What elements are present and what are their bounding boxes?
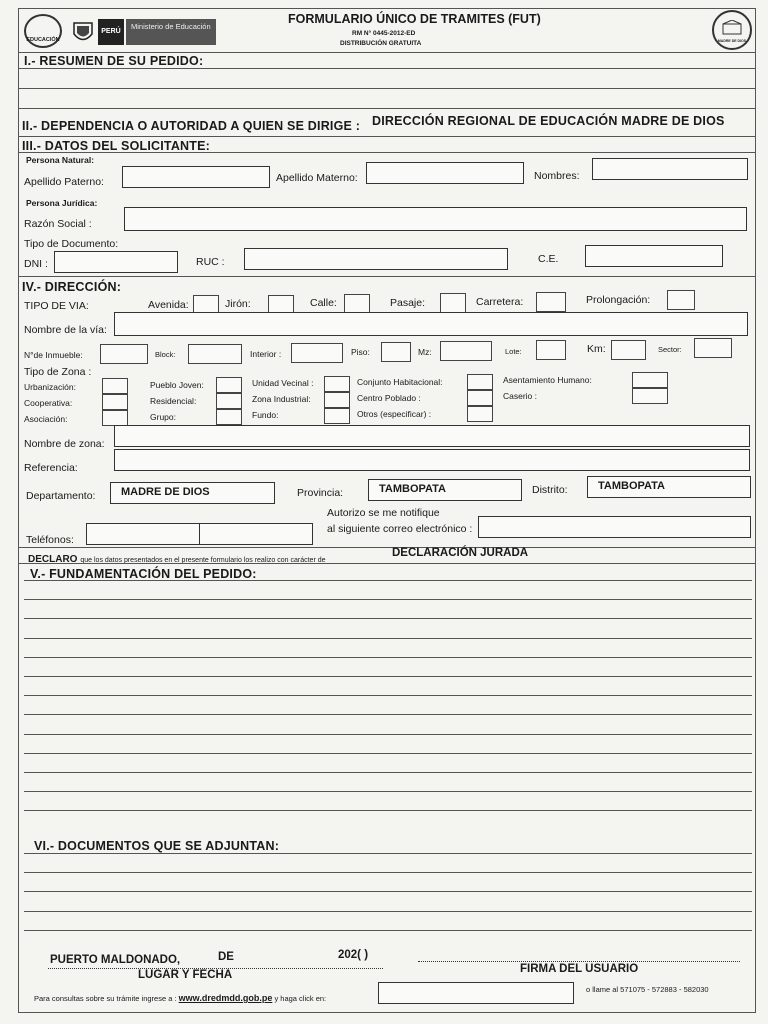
peru-badge: PERÚ — [98, 19, 124, 45]
calle-checkbox[interactable] — [344, 294, 370, 314]
sector-label: Sector: — [658, 345, 682, 354]
autorizo-line-2: al siguiente correo electrónico : — [327, 523, 473, 535]
nombre-zona-label: Nombre de zona: — [24, 438, 105, 450]
firma-label: FIRMA DEL USUARIO — [520, 963, 639, 975]
referencia-field[interactable] — [114, 449, 750, 471]
click-text: y haga click en: — [274, 994, 327, 1003]
dni-label: DNI : — [24, 258, 48, 270]
coat-of-arms-icon — [72, 20, 94, 46]
mz-field[interactable] — [440, 341, 492, 361]
km-field[interactable] — [611, 340, 646, 360]
telefono-1-field[interactable] — [86, 523, 200, 545]
writing-line[interactable] — [24, 618, 752, 619]
declaro-text: que los datos presentados en el presente formulario los realizo con carácter de — [80, 557, 326, 564]
zona-industrial-label: Zona Industrial: — [252, 394, 311, 404]
asociacion-checkbox[interactable] — [102, 410, 128, 426]
pueblo-joven-checkbox[interactable] — [216, 377, 242, 393]
departamento-field[interactable]: MADRE DE DIOS — [110, 482, 275, 504]
km-label: Km: — [587, 343, 606, 355]
nombres-field[interactable] — [592, 158, 748, 180]
provincia-label: Provincia: — [297, 487, 344, 499]
declaracion-jurada: DECLARACIÓN JURADA — [392, 547, 529, 559]
writing-line[interactable] — [24, 599, 752, 600]
persona-juridica-label: Persona Jurídica: — [26, 198, 98, 208]
jiron-label: Jirón: — [225, 298, 251, 310]
telefonos-label: Teléfonos: — [26, 534, 74, 546]
telefono-2-field[interactable] — [199, 523, 313, 545]
razon-social-field[interactable] — [124, 207, 747, 231]
lugar-fecha-label: LUGAR Y FECHA — [138, 969, 233, 981]
pasaje-label: Pasaje: — [390, 297, 426, 309]
asentamiento-label: Asentamiento Humano: — [503, 375, 592, 385]
writing-line[interactable] — [24, 753, 752, 754]
piso-label: Piso: — [351, 347, 370, 357]
residencial-label: Residencial: — [150, 396, 197, 406]
date-de-label: DE — [218, 951, 234, 963]
website-link[interactable]: www.dredmdd.gob.pe — [178, 993, 273, 1003]
dni-field[interactable] — [54, 251, 178, 273]
apellido-paterno-field[interactable] — [122, 166, 270, 188]
signature-field[interactable] — [418, 938, 740, 960]
section-4-title: IV.- DIRECCIÓN: — [22, 280, 122, 294]
fundo-checkbox[interactable] — [324, 408, 350, 424]
residencial-checkbox[interactable] — [216, 393, 242, 409]
email-field[interactable] — [478, 516, 751, 538]
writing-line[interactable] — [24, 657, 752, 658]
departamento-label: Departamento: — [26, 490, 96, 502]
block-label: Block: — [155, 350, 176, 359]
provincia-field[interactable]: TAMBOPATA — [368, 479, 522, 501]
addressee-value: DIRECCIÓN REGIONAL DE EDUCACIÓN MADRE DE DIOS — [372, 114, 725, 128]
cooperativa-label: Cooperativa: — [24, 398, 73, 408]
ce-field[interactable] — [585, 245, 723, 267]
section-3-title: III.- DATOS DEL SOLICITANTE: — [22, 139, 211, 153]
avenida-label: Avenida: — [148, 299, 189, 311]
grupo-label: Grupo: — [150, 412, 176, 422]
unidad-vecinal-label: Unidad Vecinal : — [252, 378, 314, 388]
tipo-documento-label: Tipo de Documento: — [24, 238, 119, 250]
caserio-checkbox[interactable] — [632, 388, 668, 404]
centro-poblado-checkbox[interactable] — [467, 390, 493, 406]
writing-line[interactable] — [24, 695, 752, 696]
writing-line[interactable] — [24, 911, 752, 912]
razon-social-label: Razón Social : — [24, 218, 92, 230]
carretera-checkbox[interactable] — [536, 292, 566, 312]
apellido-paterno-label: Apellido Paterno: — [24, 176, 104, 188]
form-title: FORMULARIO ÚNICO DE TRAMITES (FUT) — [288, 12, 541, 26]
prolongacion-checkbox[interactable] — [667, 290, 695, 310]
autorizo-line-1: Autorizo se me notifique — [327, 507, 440, 519]
ministry-badge: Ministerio de Educación — [126, 19, 216, 45]
section-6-title: VI.- DOCUMENTOS QUE SE ADJUNTAN: — [34, 839, 280, 853]
pueblo-joven-label: Pueblo Joven: — [150, 380, 204, 390]
inmueble-field[interactable] — [100, 344, 148, 364]
urbanizacion-checkbox[interactable] — [102, 378, 128, 394]
consultas-text: Para consultas sobre su trámite ingrese a : — [34, 994, 177, 1003]
ce-label: C.E. — [538, 253, 559, 265]
tramite-field[interactable] — [378, 982, 574, 1004]
referencia-label: Referencia: — [24, 462, 78, 474]
inmueble-label: N°de Inmueble: — [24, 350, 83, 360]
fundo-label: Fundo: — [252, 410, 279, 420]
carretera-label: Carretera: — [476, 296, 524, 308]
distrito-label: Distrito: — [532, 484, 568, 496]
caserio-label: Caserio : — [503, 391, 538, 401]
phones-text: o llame al 571075 - 572883 - 582030 — [586, 985, 709, 994]
section-5-title: V.- FUNDAMENTACIÓN DEL PEDIDO: — [30, 567, 257, 581]
writing-line[interactable] — [24, 714, 752, 715]
interior-label: Interior : — [250, 349, 282, 359]
writing-line[interactable] — [24, 810, 752, 811]
tipo-via-label: TIPO DE VIA: — [24, 300, 89, 312]
nombre-via-label: Nombre de la vía: — [24, 324, 107, 336]
education-logo: EDUCACIÓN — [24, 14, 62, 48]
ruc-label: RUC : — [196, 256, 225, 268]
asentamiento-checkbox[interactable] — [632, 372, 668, 388]
writing-line[interactable] — [24, 872, 752, 873]
prolongacion-label: Prolongación: — [586, 294, 651, 306]
otros-checkbox[interactable] — [467, 406, 493, 422]
block-field[interactable] — [188, 344, 242, 364]
nombre-zona-field[interactable] — [114, 425, 750, 447]
conjunto-label: Conjunto Habitacional: — [357, 377, 443, 387]
nombres-label: Nombres: — [534, 170, 580, 182]
conjunto-checkbox[interactable] — [467, 374, 493, 390]
writing-line[interactable] — [24, 791, 752, 792]
consultas-line — [34, 993, 326, 1003]
writing-line[interactable] — [24, 891, 752, 892]
persona-natural-label: Persona Natural: — [26, 155, 95, 165]
zona-industrial-checkbox[interactable] — [324, 392, 350, 408]
tipo-zona-label: Tipo de Zona : — [24, 366, 92, 378]
centro-poblado-label: Centro Poblado : — [357, 393, 421, 403]
writing-line[interactable] — [24, 638, 752, 639]
regional-seal: MADRE DE DIOS — [712, 10, 752, 50]
writing-line[interactable] — [24, 772, 752, 773]
writing-line[interactable] — [24, 580, 752, 581]
pasaje-checkbox[interactable] — [440, 293, 466, 313]
lote-label: Lote: — [505, 347, 522, 356]
piso-field[interactable] — [381, 342, 411, 362]
city-label: PUERTO MALDONADO, — [50, 954, 181, 966]
writing-line[interactable] — [24, 853, 752, 854]
mz-label: Mz: — [418, 347, 432, 357]
interior-field[interactable] — [291, 343, 343, 363]
section-2-title: II.- DEPENDENCIA O AUTORIDAD A QUIEN SE DIRIGE : — [22, 119, 361, 133]
apellido-materno-field[interactable] — [366, 162, 524, 184]
resolution-number: RM N° 0445-2012-ED — [352, 30, 416, 37]
asociacion-label: Asociación: — [24, 414, 68, 424]
otros-label: Otros (especificar) : — [357, 409, 432, 419]
grupo-checkbox[interactable] — [216, 409, 242, 425]
ruc-field[interactable] — [244, 248, 508, 270]
unidad-vecinal-checkbox[interactable] — [324, 376, 350, 392]
writing-line[interactable] — [24, 734, 752, 735]
section-1-title: I.- RESUMEN DE SU PEDIDO: — [24, 54, 204, 68]
lote-field[interactable] — [536, 340, 566, 360]
nombre-via-field[interactable] — [114, 312, 748, 336]
writing-line[interactable] — [24, 676, 752, 677]
sector-field[interactable] — [694, 338, 732, 358]
declaro-bold: DECLARO — [28, 554, 78, 565]
cooperativa-checkbox[interactable] — [102, 394, 128, 410]
writing-line[interactable] — [24, 930, 752, 931]
distribution-note: DISTRIBUCIÓN GRATUITA — [340, 40, 422, 47]
year-label: 202( ) — [338, 949, 369, 961]
distrito-field[interactable]: TAMBOPATA — [587, 476, 751, 498]
calle-label: Calle: — [310, 297, 337, 309]
apellido-materno-label: Apellido Materno: — [276, 172, 358, 184]
urbanizacion-label: Urbanización: — [24, 382, 76, 392]
